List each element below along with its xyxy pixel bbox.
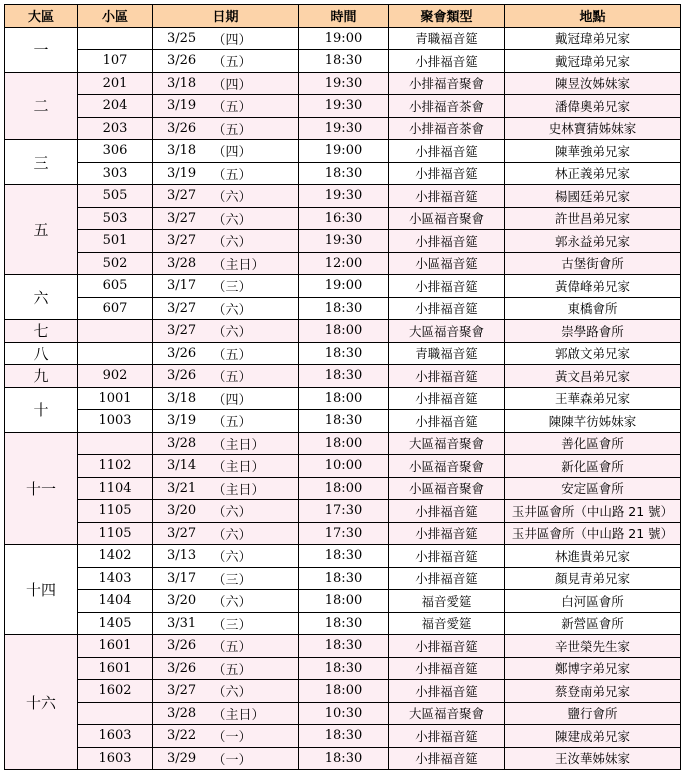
weekday-cell: （三） — [211, 612, 299, 635]
type-cell: 小排福音茶會 — [389, 95, 505, 118]
place-cell: 顏見青弟兄家 — [505, 567, 681, 590]
time-cell: 10:00 — [299, 455, 389, 478]
table-row — [5, 522, 681, 545]
group-cell: 201 — [78, 72, 153, 95]
time-cell: 18:30 — [299, 635, 389, 658]
time-cell: 19:30 — [299, 185, 389, 208]
time-cell: 18:30 — [299, 50, 389, 73]
table-row — [5, 50, 681, 73]
weekday-cell: （四） — [211, 27, 299, 50]
date-cell: 3/26 — [153, 657, 211, 680]
type-cell: 小排福音筵 — [389, 680, 505, 703]
place-cell: 白河區會所 — [505, 590, 681, 613]
place-cell: 鹽行會所 — [505, 702, 681, 725]
table-row — [5, 297, 681, 320]
table-row — [5, 747, 681, 770]
place-cell: 郭永益弟兄家 — [505, 230, 681, 253]
header-region: 大區 — [5, 5, 78, 28]
group-cell — [78, 342, 153, 365]
type-cell: 小排福音筵 — [389, 185, 505, 208]
time-cell: 18:00 — [299, 432, 389, 455]
place-cell: 林正義弟兄家 — [505, 162, 681, 185]
weekday-cell: （五） — [211, 657, 299, 680]
time-cell: 19:30 — [299, 72, 389, 95]
type-cell: 小區福音聚會 — [389, 455, 505, 478]
weekday-cell: （五） — [211, 635, 299, 658]
group-cell: 1001 — [78, 387, 153, 410]
date-cell: 3/27 — [153, 522, 211, 545]
place-cell: 戴冠瑋弟兄家 — [505, 50, 681, 73]
group-cell: 1402 — [78, 545, 153, 568]
time-cell: 19:00 — [299, 27, 389, 50]
time-cell: 18:30 — [299, 725, 389, 748]
date-cell: 3/25 — [153, 27, 211, 50]
region-cell: 五 — [5, 185, 78, 275]
header-time: 時間 — [299, 5, 389, 28]
table-row — [5, 635, 681, 658]
group-cell: 501 — [78, 230, 153, 253]
place-cell: 王汝華姊妹家 — [505, 747, 681, 770]
date-cell: 3/19 — [153, 95, 211, 118]
table-row — [5, 387, 681, 410]
type-cell: 小排福音筵 — [389, 297, 505, 320]
type-cell: 小排福音聚會 — [389, 72, 505, 95]
meeting-schedule-table — [4, 4, 681, 770]
weekday-cell: （五） — [211, 410, 299, 433]
type-cell: 小排福音筵 — [389, 365, 505, 388]
header-row — [5, 5, 681, 28]
group-cell: 1105 — [78, 522, 153, 545]
region-cell: 七 — [5, 320, 78, 343]
type-cell: 小排福音筵 — [389, 545, 505, 568]
table-row — [5, 342, 681, 365]
region-cell: 十六 — [5, 635, 78, 770]
schedule-table-wrapper — [4, 4, 681, 770]
group-cell: 1603 — [78, 725, 153, 748]
weekday-cell: （一） — [211, 725, 299, 748]
weekday-cell: （六） — [211, 500, 299, 523]
type-cell: 小排福音筵 — [389, 387, 505, 410]
place-cell: 崇學路會所 — [505, 320, 681, 343]
time-cell: 18:30 — [299, 365, 389, 388]
time-cell: 18:30 — [299, 162, 389, 185]
place-cell: 戴冠瑋弟兄家 — [505, 27, 681, 50]
type-cell: 小區福音聚會 — [389, 207, 505, 230]
date-cell: 3/20 — [153, 500, 211, 523]
type-cell: 小排福音筵 — [389, 635, 505, 658]
time-cell: 19:30 — [299, 230, 389, 253]
place-cell: 楊國廷弟兄家 — [505, 185, 681, 208]
weekday-cell: （主日） — [211, 455, 299, 478]
type-cell: 小排福音筵 — [389, 500, 505, 523]
weekday-cell: （五） — [211, 95, 299, 118]
place-cell: 安定區會所 — [505, 477, 681, 500]
table-row — [5, 162, 681, 185]
type-cell: 小排福音筵 — [389, 140, 505, 163]
weekday-cell: （主日） — [211, 477, 299, 500]
weekday-cell: （三） — [211, 275, 299, 298]
table-row — [5, 432, 681, 455]
date-cell: 3/26 — [153, 50, 211, 73]
table-row — [5, 612, 681, 635]
table-row — [5, 230, 681, 253]
place-cell: 蔡登南弟兄家 — [505, 680, 681, 703]
group-cell: 1403 — [78, 567, 153, 590]
date-cell: 3/19 — [153, 410, 211, 433]
type-cell: 青職福音筵 — [389, 342, 505, 365]
type-cell: 大區福音聚會 — [389, 320, 505, 343]
group-cell: 607 — [78, 297, 153, 320]
table-row — [5, 252, 681, 275]
weekday-cell: （五） — [211, 342, 299, 365]
time-cell: 18:00 — [299, 387, 389, 410]
weekday-cell: （六） — [211, 680, 299, 703]
place-cell: 鄭博字弟兄家 — [505, 657, 681, 680]
table-row — [5, 567, 681, 590]
type-cell: 小排福音筵 — [389, 567, 505, 590]
place-cell: 許世昌弟兄家 — [505, 207, 681, 230]
group-cell: 204 — [78, 95, 153, 118]
weekday-cell: （主日） — [211, 252, 299, 275]
date-cell: 3/27 — [153, 320, 211, 343]
date-cell: 3/27 — [153, 207, 211, 230]
table-row — [5, 477, 681, 500]
type-cell: 小排福音筵 — [389, 747, 505, 770]
date-cell: 3/26 — [153, 365, 211, 388]
date-cell: 3/28 — [153, 702, 211, 725]
table-row — [5, 410, 681, 433]
place-cell: 潘偉奧弟兄家 — [505, 95, 681, 118]
place-cell: 史林寶猜姊妹家 — [505, 117, 681, 140]
weekday-cell: （五） — [211, 162, 299, 185]
time-cell: 18:00 — [299, 590, 389, 613]
time-cell: 17:30 — [299, 500, 389, 523]
weekday-cell: （五） — [211, 117, 299, 140]
date-cell: 3/27 — [153, 185, 211, 208]
table-row — [5, 275, 681, 298]
weekday-cell: （六） — [211, 207, 299, 230]
weekday-cell: （四） — [211, 140, 299, 163]
date-cell: 3/20 — [153, 590, 211, 613]
group-cell: 1601 — [78, 657, 153, 680]
table-row — [5, 185, 681, 208]
table-row — [5, 117, 681, 140]
type-cell: 大區福音聚會 — [389, 702, 505, 725]
time-cell: 18:00 — [299, 680, 389, 703]
weekday-cell: （五） — [211, 365, 299, 388]
group-cell: 1603 — [78, 747, 153, 770]
group-cell: 1602 — [78, 680, 153, 703]
place-cell: 陳建成弟兄家 — [505, 725, 681, 748]
weekday-cell: （主日） — [211, 702, 299, 725]
date-cell: 3/31 — [153, 612, 211, 635]
date-cell: 3/28 — [153, 432, 211, 455]
place-cell: 林進貴弟兄家 — [505, 545, 681, 568]
weekday-cell: （三） — [211, 567, 299, 590]
time-cell: 12:00 — [299, 252, 389, 275]
table-row — [5, 590, 681, 613]
date-cell: 3/21 — [153, 477, 211, 500]
table-row — [5, 365, 681, 388]
group-cell — [78, 320, 153, 343]
date-cell: 3/18 — [153, 72, 211, 95]
weekday-cell: （六） — [211, 185, 299, 208]
date-cell: 3/19 — [153, 162, 211, 185]
place-cell: 郭啟文弟兄家 — [505, 342, 681, 365]
weekday-cell: （四） — [211, 387, 299, 410]
date-cell: 3/14 — [153, 455, 211, 478]
group-cell: 303 — [78, 162, 153, 185]
region-cell: 二 — [5, 72, 78, 140]
type-cell: 小排福音筵 — [389, 50, 505, 73]
type-cell: 小排福音筵 — [389, 162, 505, 185]
date-cell: 3/26 — [153, 117, 211, 140]
group-cell: 902 — [78, 365, 153, 388]
date-cell: 3/18 — [153, 140, 211, 163]
region-cell: 九 — [5, 365, 78, 388]
table-row — [5, 320, 681, 343]
place-cell: 陳華強弟兄家 — [505, 140, 681, 163]
table-row — [5, 455, 681, 478]
header-place: 地點 — [505, 5, 681, 28]
region-cell: 一 — [5, 27, 78, 72]
table-row — [5, 95, 681, 118]
time-cell: 19:00 — [299, 275, 389, 298]
group-cell: 605 — [78, 275, 153, 298]
time-cell: 18:00 — [299, 320, 389, 343]
place-cell: 新化區會所 — [505, 455, 681, 478]
table-row — [5, 680, 681, 703]
type-cell: 小排福音筵 — [389, 275, 505, 298]
time-cell: 18:30 — [299, 657, 389, 680]
region-cell: 三 — [5, 140, 78, 185]
table-row — [5, 500, 681, 523]
table-row — [5, 702, 681, 725]
date-cell: 3/26 — [153, 635, 211, 658]
type-cell: 福音愛筵 — [389, 612, 505, 635]
weekday-cell: （六） — [211, 590, 299, 613]
type-cell: 小排福音茶會 — [389, 117, 505, 140]
group-cell — [78, 432, 153, 455]
group-cell: 107 — [78, 50, 153, 73]
time-cell: 18:30 — [299, 567, 389, 590]
place-cell: 辛世榮先生家 — [505, 635, 681, 658]
region-cell: 六 — [5, 275, 78, 320]
header-date: 日期 — [153, 5, 299, 28]
type-cell: 大區福音聚會 — [389, 432, 505, 455]
time-cell: 19:30 — [299, 95, 389, 118]
place-cell: 黃偉峰弟兄家 — [505, 275, 681, 298]
group-cell: 1404 — [78, 590, 153, 613]
group-cell: 1104 — [78, 477, 153, 500]
weekday-cell: （六） — [211, 297, 299, 320]
time-cell: 18:30 — [299, 545, 389, 568]
place-cell: 王華森弟兄家 — [505, 387, 681, 410]
group-cell: 1601 — [78, 635, 153, 658]
type-cell: 小區福音筵 — [389, 252, 505, 275]
table-row — [5, 140, 681, 163]
header-group: 小區 — [78, 5, 153, 28]
group-cell: 306 — [78, 140, 153, 163]
weekday-cell: （一） — [211, 747, 299, 770]
time-cell: 18:00 — [299, 477, 389, 500]
table-row — [5, 72, 681, 95]
place-cell: 東橋會所 — [505, 297, 681, 320]
date-cell: 3/27 — [153, 297, 211, 320]
place-cell: 玉井區會所（中山路 21 號） — [505, 500, 681, 523]
place-cell: 新營區會所 — [505, 612, 681, 635]
time-cell: 10:30 — [299, 702, 389, 725]
date-cell: 3/22 — [153, 725, 211, 748]
region-cell: 八 — [5, 342, 78, 365]
date-cell: 3/17 — [153, 275, 211, 298]
date-cell: 3/27 — [153, 230, 211, 253]
region-cell: 十 — [5, 387, 78, 432]
weekday-cell: （六） — [211, 320, 299, 343]
place-cell: 黃文昌弟兄家 — [505, 365, 681, 388]
time-cell: 18:30 — [299, 342, 389, 365]
time-cell: 18:30 — [299, 747, 389, 770]
type-cell: 小排福音筵 — [389, 410, 505, 433]
weekday-cell: （五） — [211, 50, 299, 73]
group-cell: 1102 — [78, 455, 153, 478]
place-cell: 陳陳芊彷姊妹家 — [505, 410, 681, 433]
time-cell: 17:30 — [299, 522, 389, 545]
time-cell: 18:30 — [299, 410, 389, 433]
weekday-cell: （六） — [211, 522, 299, 545]
weekday-cell: （六） — [211, 230, 299, 253]
group-cell: 203 — [78, 117, 153, 140]
schedule-body — [5, 27, 681, 770]
group-cell: 503 — [78, 207, 153, 230]
table-row — [5, 657, 681, 680]
weekday-cell: （四） — [211, 72, 299, 95]
group-cell: 1105 — [78, 500, 153, 523]
time-cell: 19:00 — [299, 140, 389, 163]
type-cell: 福音愛筵 — [389, 590, 505, 613]
date-cell: 3/18 — [153, 387, 211, 410]
time-cell: 18:30 — [299, 612, 389, 635]
type-cell: 小排福音筵 — [389, 230, 505, 253]
type-cell: 青職福音筵 — [389, 27, 505, 50]
date-cell: 3/17 — [153, 567, 211, 590]
table-row — [5, 207, 681, 230]
date-cell: 3/29 — [153, 747, 211, 770]
group-cell — [78, 702, 153, 725]
date-cell: 3/26 — [153, 342, 211, 365]
date-cell: 3/28 — [153, 252, 211, 275]
table-row — [5, 725, 681, 748]
group-cell: 502 — [78, 252, 153, 275]
weekday-cell: （六） — [211, 545, 299, 568]
time-cell: 18:30 — [299, 297, 389, 320]
place-cell: 善化區會所 — [505, 432, 681, 455]
place-cell: 古堡街會所 — [505, 252, 681, 275]
group-cell: 1003 — [78, 410, 153, 433]
group-cell: 505 — [78, 185, 153, 208]
group-cell: 1405 — [78, 612, 153, 635]
group-cell — [78, 27, 153, 50]
place-cell: 玉井區會所（中山路 21 號） — [505, 522, 681, 545]
time-cell: 19:30 — [299, 117, 389, 140]
time-cell: 16:30 — [299, 207, 389, 230]
type-cell: 小排福音筵 — [389, 657, 505, 680]
region-cell: 十四 — [5, 545, 78, 635]
region-cell: 十一 — [5, 432, 78, 545]
date-cell: 3/13 — [153, 545, 211, 568]
header-type: 聚會類型 — [389, 5, 505, 28]
table-row — [5, 545, 681, 568]
type-cell: 小排福音筵 — [389, 725, 505, 748]
type-cell: 小排福音筵 — [389, 522, 505, 545]
weekday-cell: （主日） — [211, 432, 299, 455]
type-cell: 小區福音聚會 — [389, 477, 505, 500]
place-cell: 陳昱汝姊妹家 — [505, 72, 681, 95]
table-row — [5, 27, 681, 50]
date-cell: 3/27 — [153, 680, 211, 703]
